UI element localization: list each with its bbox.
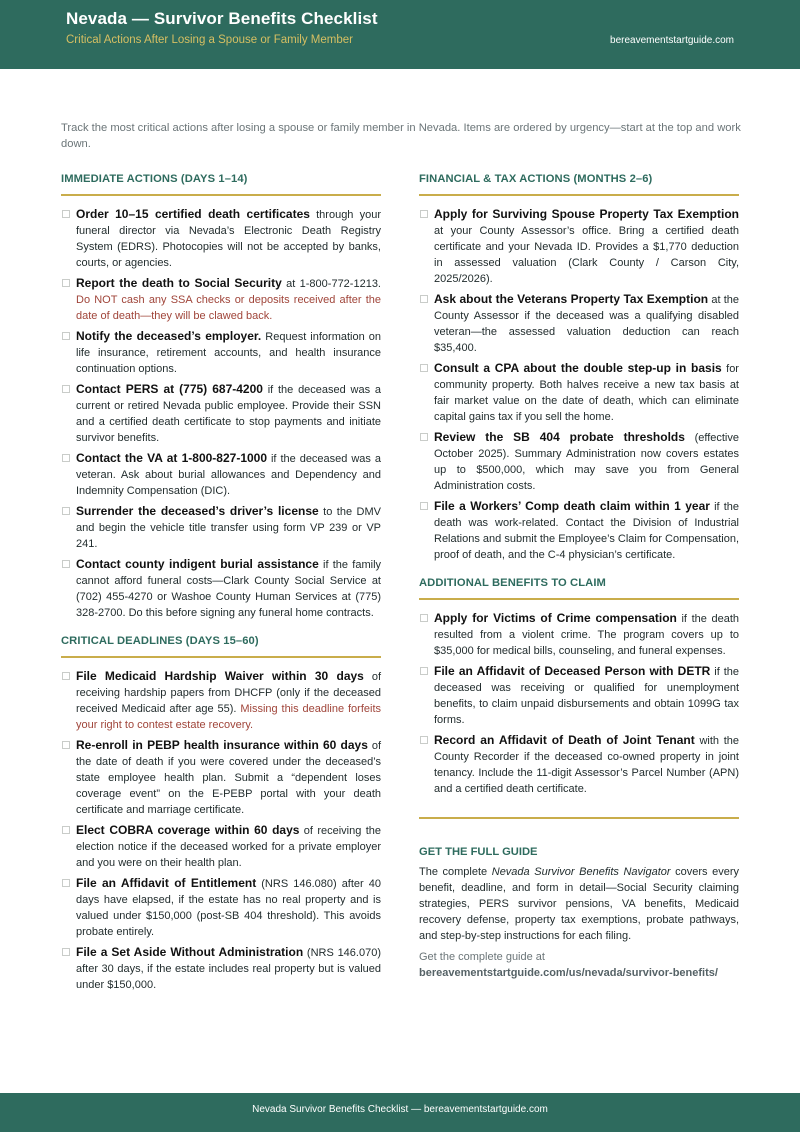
right-column <box>419 172 739 981</box>
page-subtitle: Critical Actions After Losing a Spouse or Family Member <box>66 34 353 46</box>
footer-text: Nevada Survivor Benefits Checklist — bereavementstartguide.com <box>252 1104 548 1115</box>
checkbox[interactable] <box>62 948 70 956</box>
item-lead: Contact the VA at 1-800-827-1000 <box>76 451 268 465</box>
checkbox[interactable] <box>420 667 428 675</box>
checklist-item <box>419 663 739 728</box>
checklist-item <box>419 498 739 563</box>
section-deadlines <box>61 634 381 993</box>
checklist-item <box>61 556 381 621</box>
checklist-item <box>61 275 381 324</box>
guide-book-title: Nevada Survivor Benefits Navigator <box>491 866 671 878</box>
item-lead: File a Set Aside Without Administration <box>76 945 304 959</box>
item-text: at 1-800-772-1213. <box>281 278 381 290</box>
section-title: IMMEDIATE ACTIONS (DAYS 1–14) <box>61 172 381 196</box>
checkbox[interactable] <box>62 560 70 568</box>
section-financial <box>419 172 739 563</box>
item-lead: File an Affidavit of Entitlement <box>76 876 257 890</box>
item-text: (effective October 2025). Summary Administration now covers estates up to $500,000, which may save you from General Administration costs. <box>434 432 739 492</box>
guide-text-before: The complete <box>419 866 492 878</box>
item-text: of receiving the election notice if the deceased worked for a private employer and you were on their health plan. <box>76 825 381 869</box>
item-lead: Surrender the deceased’s driver’s license <box>76 504 319 518</box>
item-text: if the deceased was a current or retired Nevada public employee. Provide their SSN and a certified death certificate to stop payments and initiate survivor benefits. <box>76 384 381 444</box>
item-lead: Elect COBRA coverage within 60 days <box>76 823 300 837</box>
item-lead: Record an Affidavit of Death of Joint Tenant <box>434 733 695 747</box>
checkbox[interactable] <box>420 433 428 441</box>
checklist <box>419 610 739 797</box>
checkbox[interactable] <box>62 210 70 218</box>
item-text: with the County Recorder if the deceased co-owned property in joint tenancy. Include the 11-digit Assessor’s Parcel Number (APN) and a certified death certificate. <box>434 735 739 795</box>
checkbox[interactable] <box>62 279 70 287</box>
section-title: ADDITIONAL BENEFITS TO CLAIM <box>419 576 739 600</box>
header-site-link[interactable]: bereavementstartguide.com <box>610 35 734 46</box>
section-title: CRITICAL DEADLINES (DAYS 15–60) <box>61 634 381 658</box>
item-text: Request information on life insurance, retirement accounts, and health insurance continuation options. <box>76 331 381 375</box>
checkbox[interactable] <box>62 672 70 680</box>
item-text: (NRS 146.070) after 30 days, if the estate includes real property but is valued under $150,000. <box>76 947 381 991</box>
checklist-item <box>61 944 381 993</box>
checkbox[interactable] <box>62 826 70 834</box>
checkbox[interactable] <box>420 364 428 372</box>
item-text: for community property. Both halves receive a new tax basis at fair market value on the date of death, which can eliminate capital gains tax if you sell the home. <box>434 363 739 423</box>
page-footer <box>0 1093 800 1132</box>
checklist-item <box>61 668 381 733</box>
item-text: through your funeral director via Nevada’s Electronic Death Registry System (EDRS). Photocopies will not be accepted by banks, courts, or agencies. <box>76 209 382 269</box>
checkbox[interactable] <box>62 741 70 749</box>
checkbox[interactable] <box>62 879 70 887</box>
item-lead: Contact county indigent burial assistance <box>76 557 319 571</box>
item-lead: Report the death to Social Security <box>76 276 282 290</box>
item-lead: File a Workers’ Comp death claim within 1 year <box>434 499 710 513</box>
item-text: if the death was work-related. Contact the Division of Industrial Relations and submit the Employee’s Claim for Compensation, proof of death, and the C-4 physician’s certificate. <box>434 501 740 561</box>
guide-link[interactable]: bereavementstartguide.com/us/nevada/survivor-benefits/ <box>419 967 718 979</box>
checkbox[interactable] <box>420 614 428 622</box>
page-header <box>0 0 800 69</box>
checklist-item <box>419 360 739 425</box>
checkbox[interactable] <box>62 507 70 515</box>
item-text: of the date of death if you were covered under the deceased’s state employee health plan. Submit a “dependent loses coverage event” on the E-PEBP portal with your death certificate and marriage certificate. <box>76 740 381 816</box>
item-lead: Consult a CPA about the double step-up in basis <box>434 361 722 375</box>
item-text: if the family cannot afford funeral costs—Clark County Social Service at (702) 455-4270 or Washoe County Human Services at (775) 328-2700. Do this before signing any funeral home contracts. <box>76 559 382 619</box>
guide-text <box>419 864 739 944</box>
intro-text: Track the most critical actions after losing a spouse or family member in Nevada. Items are ordered by urgency—start at the top and work down. <box>61 122 741 150</box>
checklist-item <box>61 450 381 499</box>
checklist-item <box>419 291 739 356</box>
checkbox[interactable] <box>420 295 428 303</box>
checklist <box>61 668 381 993</box>
item-text: if the deceased was receiving or qualified for unemployment benefits, to claim unpaid disbursements and obtain 1099G tax forms. <box>434 666 739 726</box>
checkbox[interactable] <box>420 736 428 744</box>
checkbox[interactable] <box>62 332 70 340</box>
guide-text-after: covers every benefit, deadline, and form in detail—Social Security claiming strategies, PERS survivor pensions, VA benefits, Medicaid recovery defense, property tax exemptions, probate pathways, and step-by-step instructions for each filing. <box>419 866 740 942</box>
checklist-item <box>419 610 739 659</box>
guide-title: GET THE FULL GUIDE <box>419 846 538 858</box>
item-lead: Re-enroll in PEBP health insurance within 60 days <box>76 738 368 752</box>
item-lead: Apply for Victims of Crime compensation <box>434 611 677 625</box>
guide-divider <box>419 817 739 819</box>
item-text: at your County Assessor’s office. Bring a certified death certificate and your Nevada ID. Provides a $1,770 deduction in assessed valuation (Clark County / Carson City, 2025/2026). <box>434 225 739 285</box>
item-text: (NRS 146.080) after 40 days have elapsed, if the estate has no real property and is valued under $150,000 (post-SB 404 threshold). This avoids probate entirely. <box>76 878 381 938</box>
checkbox[interactable] <box>420 210 428 218</box>
section-title: FINANCIAL & TAX ACTIONS (MONTHS 2–6) <box>419 172 739 196</box>
checklist-item <box>61 737 381 818</box>
checklist-item <box>61 822 381 871</box>
checklist-item <box>61 503 381 552</box>
item-lead: Notify the deceased’s employer. <box>76 329 262 343</box>
checkbox[interactable] <box>62 454 70 462</box>
checklist-item <box>61 875 381 940</box>
item-text: of receiving hardship papers from DHCFP (only if the deceased received Medicaid after age 55). <box>76 671 381 715</box>
item-warning: Missing this deadline forfeits your right to contest estate recovery. <box>76 703 381 731</box>
guide-link-label: Get the complete guide at <box>419 951 545 963</box>
page-title: Nevada — Survivor Benefits Checklist <box>66 9 378 28</box>
checklist-item <box>419 206 739 287</box>
checklist <box>61 206 381 621</box>
item-lead: File Medicaid Hardship Waiver within 30 days <box>76 669 364 683</box>
item-lead: Order 10–15 certified death certificates <box>76 207 310 221</box>
checklist-item <box>419 732 739 797</box>
item-lead: Contact PERS at (775) 687-4200 <box>76 382 263 396</box>
item-lead: Ask about the Veterans Property Tax Exemption <box>434 292 709 306</box>
checklist-item <box>61 381 381 446</box>
checklist <box>419 206 739 563</box>
checkbox[interactable] <box>62 385 70 393</box>
checklist-item <box>61 206 381 271</box>
item-lead: Apply for Surviving Spouse Property Tax Exemption <box>434 207 739 221</box>
section-additional <box>419 576 739 797</box>
checklist-item <box>61 328 381 377</box>
item-text: to the DMV and begin the vehicle title transfer using form VP 239 or VP 241. <box>76 506 381 550</box>
item-lead: Review the SB 404 probate thresholds <box>434 430 685 444</box>
item-text: at the County Assessor if the deceased was a qualifying disabled veteran—the assessed valuation deduction can reach $35,400. <box>434 294 740 354</box>
item-lead: File an Affidavit of Deceased Person with DETR <box>434 664 711 678</box>
checkbox[interactable] <box>420 502 428 510</box>
left-column <box>61 172 381 997</box>
section-immediate <box>61 172 381 621</box>
item-warning: Do NOT cash any SSA checks or deposits received after the date of death—they will be clawed back. <box>76 294 381 322</box>
item-text: if the deceased was a veteran. Ask about burial allowances and Dependency and Indemnity Compensation (DIC). <box>76 453 382 497</box>
guide-block <box>419 845 739 981</box>
checklist-item <box>419 429 739 494</box>
item-text: if the death resulted from a violent crime. The program covers up to $35,000 for medical bills, counseling, and funeral expenses. <box>434 613 739 657</box>
